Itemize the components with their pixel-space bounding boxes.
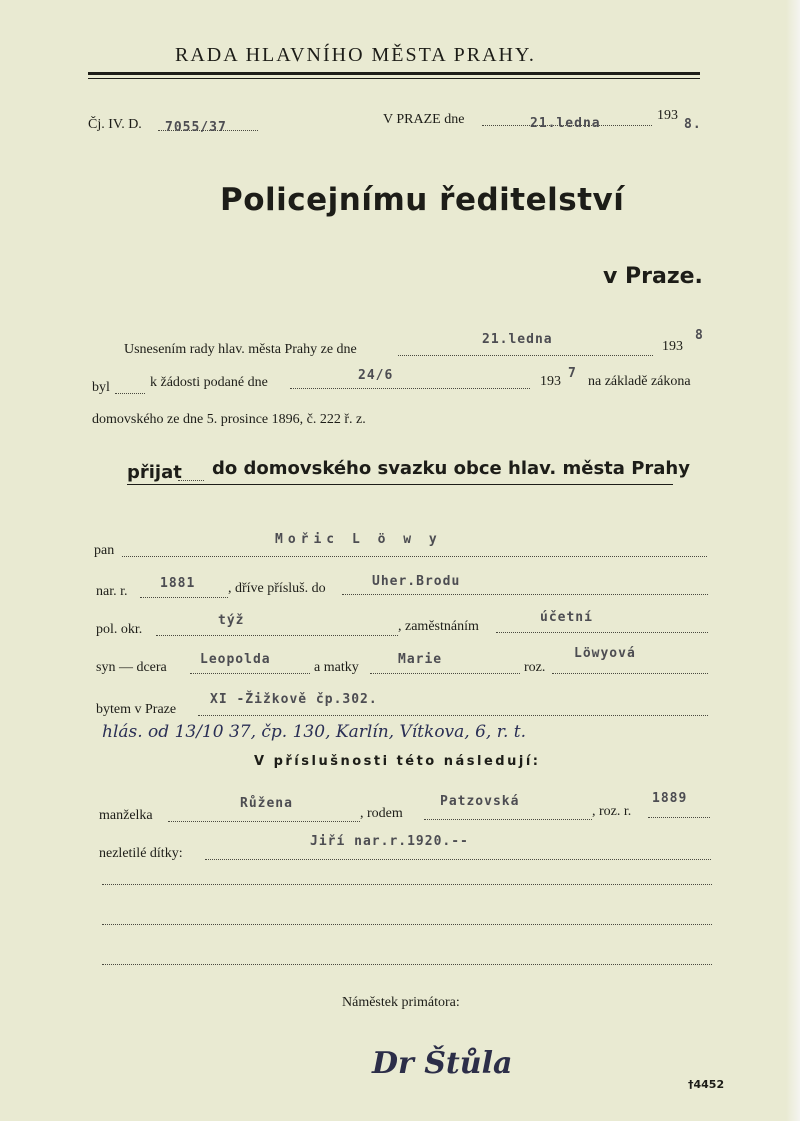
year-prefix: 193: [657, 108, 678, 123]
accepted-rest: do domovského svazku obce hlav. města Prahy: [212, 458, 690, 479]
accepted-dotted: [178, 480, 204, 481]
request-label: k žádosti podané dne: [150, 375, 268, 390]
residence-dotted: [198, 715, 708, 716]
wife-name: Růžena: [240, 796, 293, 811]
occupation-value: účetní: [540, 610, 593, 625]
place-date-label: V PRAZE dne: [383, 112, 465, 127]
nee-value: Patzovská: [440, 794, 520, 809]
nee-label: , rodem: [360, 806, 403, 821]
prior-place: Uher.Brodu: [372, 574, 461, 589]
district-dotted: [156, 635, 398, 636]
mother-name: Marie: [398, 652, 443, 667]
resolution-date: 21.ledna: [482, 332, 553, 347]
wife-born-label: , roz. r.: [592, 804, 632, 819]
mother-label: a matky: [314, 660, 359, 675]
born-year: 1881: [160, 576, 196, 591]
wife-born-dotted: [648, 817, 710, 818]
addressee-city: v Praze.: [603, 264, 703, 289]
pan-dotted: [122, 556, 707, 557]
blank-dotted-line-2: [102, 924, 712, 925]
byl-label: byl: [92, 380, 110, 395]
maiden-dotted: [552, 673, 708, 674]
resolution-year-suffix: 8: [695, 328, 704, 343]
header-rule-thick: [88, 72, 700, 75]
occupation-label: , zaměstnáním: [398, 619, 479, 634]
law-text-2: domovského ze dne 5. prosince 1896, č. 222 ř. z.: [92, 412, 366, 427]
reference-number: 7055/37: [165, 120, 227, 135]
date-value: 21.ledna: [530, 116, 601, 131]
form-number: †4452: [688, 1078, 725, 1091]
blank-dotted-line-3: [102, 964, 712, 965]
resolution-text: Usnesením rady hlav. města Prahy ze dne: [124, 342, 357, 357]
year-suffix: 8.: [684, 117, 702, 132]
born-dotted: [140, 597, 228, 598]
maiden-label: roz.: [524, 660, 546, 675]
children-dotted: [205, 859, 711, 860]
pan-label: pan: [94, 543, 115, 558]
prior-dotted: [342, 594, 708, 595]
district-label: pol. okr.: [96, 622, 143, 637]
accepted-underline: [127, 484, 673, 485]
signature: Dr Štůla: [372, 1046, 513, 1081]
byl-dotted: [115, 393, 145, 394]
nee-dotted: [424, 819, 592, 820]
header-rule-thin: [88, 78, 700, 79]
occupation-dotted: [496, 632, 708, 633]
request-year-prefix: 193: [540, 374, 561, 389]
mother-dotted: [370, 673, 520, 674]
request-year-suffix: 7: [568, 366, 577, 381]
children-label: nezletilé dítky:: [99, 846, 183, 861]
father-name: Leopolda: [200, 652, 271, 667]
father-dotted: [190, 673, 310, 674]
wife-dotted: [168, 821, 360, 822]
request-date: 24/6: [358, 368, 394, 383]
wife-born-year: 1889: [652, 791, 688, 806]
blank-dotted-line-1: [102, 884, 712, 885]
resolution-date-dotted: [398, 355, 653, 356]
handwritten-note: hlás. od 13/10 37, čp. 130, Karlín, Vítkova, 6, r. t.: [102, 722, 527, 742]
belongings-heading: V příslušnosti této následují:: [254, 754, 541, 769]
son-label: syn — dcera: [96, 660, 167, 675]
request-date-dotted: [290, 388, 530, 389]
prior-label: , dříve přísluš. do: [228, 581, 326, 596]
addressee-title: Policejnímu ředitelství: [220, 182, 625, 218]
person-name: Mořic L ö w y: [275, 532, 442, 547]
council-heading: RADA HLAVNÍHO MĚSTA PRAHY.: [175, 44, 536, 66]
residence-value: XI -Žižkově čp.302.: [210, 692, 378, 707]
law-text: na základě zákona: [588, 374, 691, 389]
deputy-label: Náměstek primátora:: [342, 995, 460, 1010]
district-value: týž: [218, 613, 245, 628]
maiden-name: Löwyová: [574, 646, 636, 661]
residence-label: bytem v Praze: [96, 702, 177, 717]
wife-label: manželka: [99, 808, 153, 823]
children-value: Jiří nar.r.1920.--: [310, 834, 469, 849]
resolution-year-prefix: 193: [662, 339, 683, 354]
reference-label: Čj. IV. D.: [88, 117, 142, 132]
accepted-word: přijat: [127, 462, 182, 483]
born-label: nar. r.: [96, 584, 128, 599]
